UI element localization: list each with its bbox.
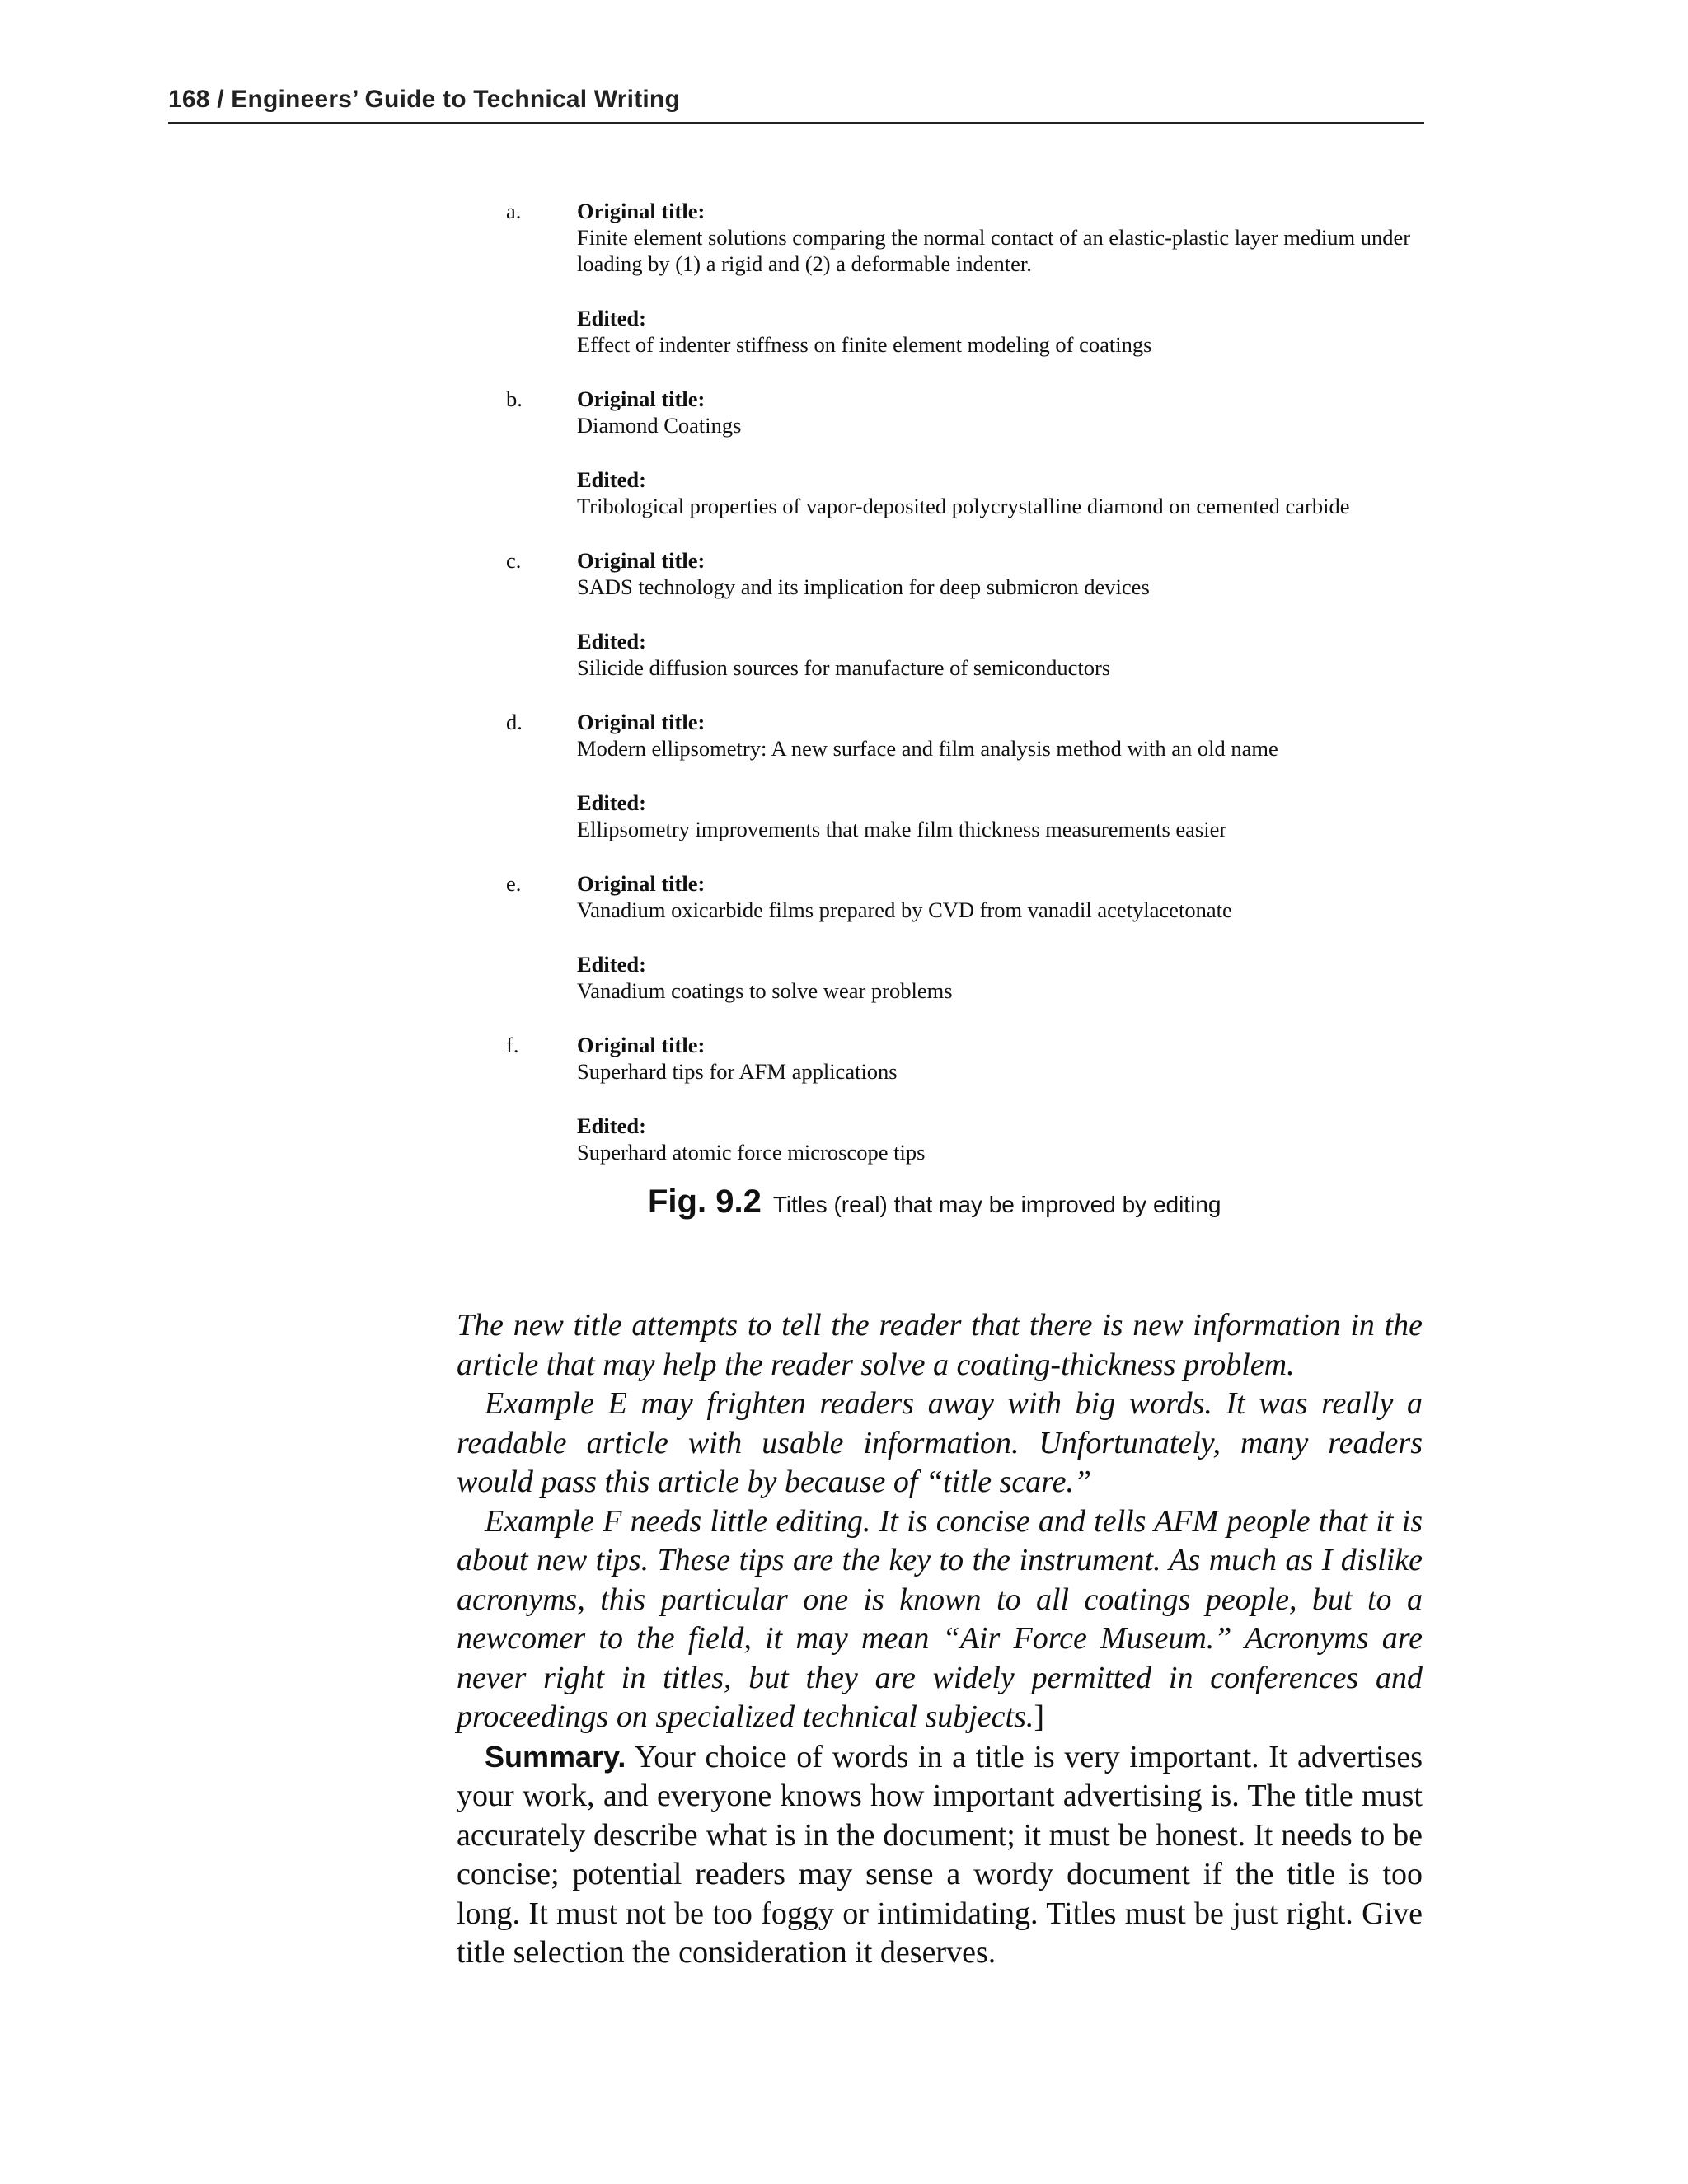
figure-caption-text: Titles (real) that may be improved by editing bbox=[772, 1192, 1221, 1217]
original-title-label: Original title: bbox=[577, 710, 706, 734]
body-paragraph: The new title attempts to tell the reader that there is new information in the article that may help the reader solve a coating-thickness problem. bbox=[457, 1308, 1423, 1382]
original-title-text: Vanadium oxicarbide films prepared by CVD from vanadil acetylacetonate bbox=[577, 898, 1232, 922]
edited-title-text: Effect of indenter stiffness on finite element modeling of coatings bbox=[577, 332, 1152, 357]
original-title-label: Original title: bbox=[577, 1033, 706, 1057]
original-title-label: Original title: bbox=[577, 199, 706, 223]
entry-letter: d. bbox=[506, 710, 523, 734]
original-title-text: Modern ellipsometry: A new surface and film analysis method with an old name bbox=[577, 736, 1278, 761]
edited-title-block bbox=[577, 1113, 1429, 1165]
edited-title-block bbox=[577, 951, 1429, 1004]
summary-heading: Summary. bbox=[485, 1739, 626, 1774]
original-title-label: Original title: bbox=[577, 548, 706, 573]
edited-title-block bbox=[577, 305, 1429, 358]
original-title-text: Diamond Coatings bbox=[577, 413, 742, 438]
edited-title-block bbox=[577, 466, 1429, 519]
edited-title-label: Edited: bbox=[577, 629, 646, 654]
entry-letter: c. bbox=[506, 548, 522, 573]
original-title-text: Finite element solutions comparing the normal contact of an elastic-plastic layer medium under loading by (1) a rigid and (2) a deformable indenter. bbox=[577, 225, 1411, 276]
figure-caption bbox=[648, 1183, 1221, 1221]
entry-letter: b. bbox=[506, 387, 523, 411]
edited-title-label: Edited: bbox=[577, 467, 646, 492]
entry-letter: a. bbox=[506, 199, 522, 223]
edited-title-label: Edited: bbox=[577, 306, 646, 330]
figure-caption-label: Fig. 9.2 bbox=[648, 1183, 762, 1220]
original-title-text: SADS technology and its implication for deep submicron devices bbox=[577, 574, 1150, 599]
running-head-text: 168 / Engineers’ Guide to Technical Writing bbox=[168, 86, 680, 113]
edited-title-text: Superhard atomic force microscope tips bbox=[577, 1140, 926, 1165]
figure-entry-e bbox=[506, 870, 1429, 1004]
original-title-block bbox=[577, 709, 1429, 762]
original-title-label: Original title: bbox=[577, 387, 706, 411]
summary-paragraph bbox=[457, 1737, 1423, 1973]
entry-letter: e. bbox=[506, 871, 522, 896]
figure-entry-c bbox=[506, 547, 1429, 681]
edited-title-label: Edited: bbox=[577, 952, 646, 977]
original-title-block bbox=[577, 547, 1429, 600]
body-paragraph: Example E may frighten readers away with big words. It was really a readable article with usable information. Unfortunately, many readers would pass this article by because of “title scare.” bbox=[457, 1386, 1423, 1499]
figure-entry-f bbox=[506, 1032, 1429, 1165]
entry-letter: f. bbox=[506, 1033, 519, 1057]
figure-entry-d bbox=[506, 709, 1429, 842]
body-paragraph-text: Example F needs little editing. It is concise and tells AFM people that it is about new tips. These tips are the key to the instrument. As much as I dislike acronyms, this particular one is known to all coatings people, but to a newcomer to the field, it may mean “Air Force Museum.” Acronyms are never right in titles, but they are widely permitted in conferences and proceedings on specialized technical subjects. bbox=[457, 1503, 1423, 1734]
edited-title-text: Ellipsometry improvements that make film thickness measurements easier bbox=[577, 817, 1227, 841]
edited-title-text: Silicide diffusion sources for manufacture of semiconductors bbox=[577, 655, 1111, 680]
original-title-label: Original title: bbox=[577, 871, 706, 896]
original-title-block bbox=[577, 1032, 1429, 1085]
edited-title-text: Tribological properties of vapor-deposited polycrystalline diamond on cemented carbide bbox=[577, 494, 1350, 518]
original-title-block bbox=[577, 386, 1429, 438]
figure-9-2 bbox=[506, 198, 1429, 1193]
original-title-text: Superhard tips for AFM applications bbox=[577, 1059, 898, 1084]
edited-title-block bbox=[577, 790, 1429, 842]
running-head bbox=[168, 82, 1424, 124]
edited-title-label: Edited: bbox=[577, 1113, 646, 1138]
closing-bracket: ] bbox=[1034, 1699, 1045, 1734]
figure-entry-a bbox=[506, 198, 1429, 358]
figure-entry-b bbox=[506, 386, 1429, 519]
original-title-block bbox=[577, 198, 1429, 277]
edited-title-block bbox=[577, 628, 1429, 681]
summary-text: Your choice of words in a title is very important. It advertises your work, and everyone knows how important advertising is. The title must accurately describe what is in the document; it must be honest. It needs to be concise; potential readers may sense a wordy document if the title is too long. It must not be too foggy or intimidating. Titles must be just right. Give title selection the consideration it deserves. bbox=[457, 1739, 1423, 1970]
body-paragraph bbox=[457, 1502, 1423, 1737]
body-text bbox=[457, 1306, 1423, 1973]
edited-title-text: Vanadium coatings to solve wear problems bbox=[577, 978, 953, 1003]
edited-title-label: Edited: bbox=[577, 790, 646, 815]
original-title-block bbox=[577, 870, 1429, 923]
